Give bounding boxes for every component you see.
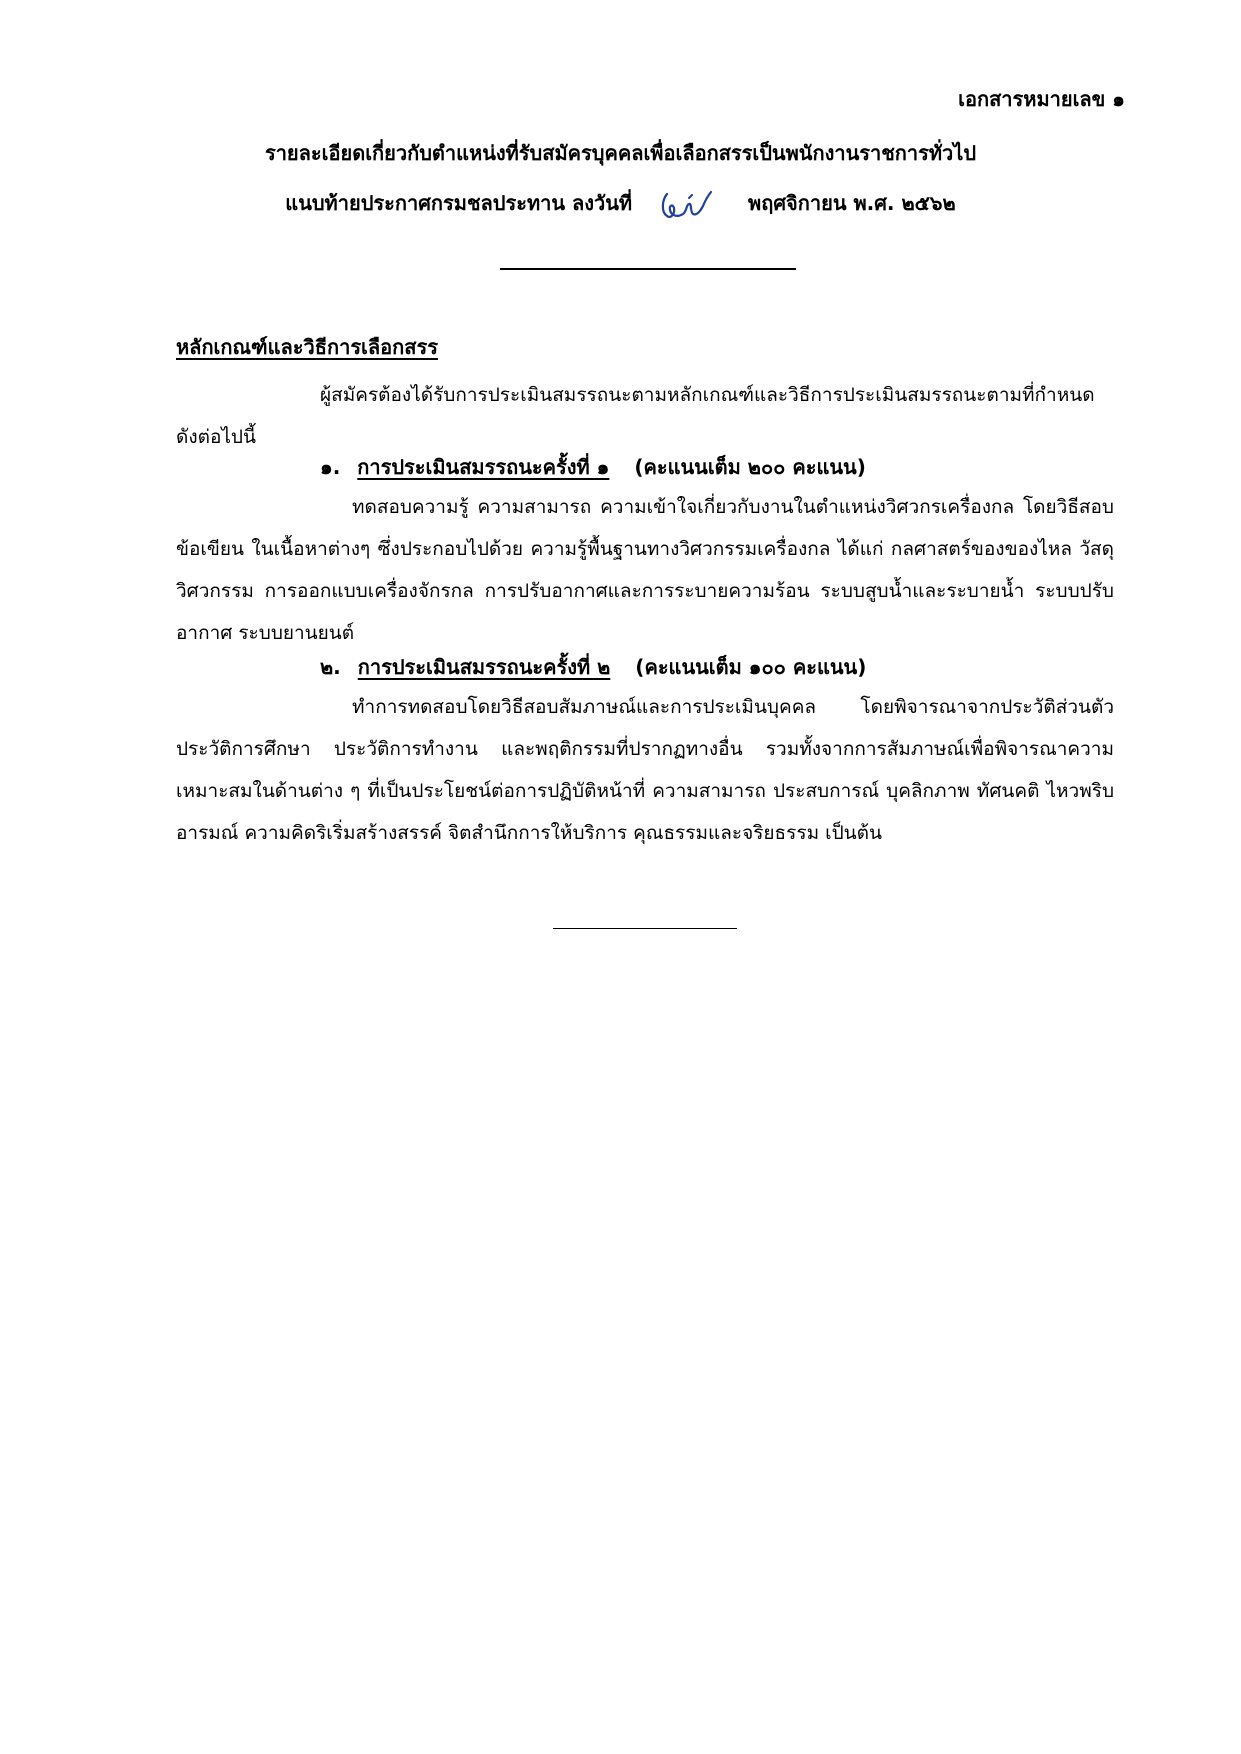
- criterion-2-title: การประเมินสมรรถนะครั้งที่ ๒: [357, 655, 611, 679]
- subtitle-suffix: พฤศจิกายน พ.ศ. ๒๕๖๒: [748, 191, 956, 215]
- criterion-2-body: ทำการทดสอบโดยวิธีสอบสัมภาษณ์และการประเมินบุคคล โดยพิจารณาจากประวัติส่วนตัว ประวัติการศึกษา ประวัติการทำงาน และพฤติกรรมที่ปรากฏทางอื่น รวมทั้งจากการสัมภาษณ์เพื่อพิจารณาความเหมาะสมในด้านต่าง ๆ ที่เป็นประโยชน์ต่อการปฏิบัติหน้าที่ ความสามารถ ประสบการณ์ บุคลิกภาพ ทัศนคติ ไหวพริบ อารมณ์ ความคิดริเริ่มสร้างสรรค์ จิตสำนึกการให้บริการ คุณธรรมและจริยธรรม เป็นต้น: [176, 696, 1114, 844]
- document-title: รายละเอียดเกี่ยวกับตำแหน่งที่รับสมัครบุคคลเพื่อเลือกสรรเป็นพนักงานราชการทั่วไป: [264, 141, 977, 165]
- criterion-2-heading: [320, 646, 866, 688]
- section-heading: หลักเกณฑ์และวิธีการเลือกสรร: [176, 335, 438, 359]
- document-subtitle: [0, 182, 1241, 224]
- criterion-1-score: (คะแนนเต็ม ๒๐๐ คะแนน): [634, 455, 866, 479]
- title-divider: [500, 268, 796, 270]
- criterion-2-score: (คะแนนเต็ม ๑๐๐ คะแนน): [635, 655, 867, 679]
- criterion-2-number: ๒.: [320, 655, 341, 679]
- criterion-1-heading: [320, 446, 866, 488]
- handwritten-date-signature: [659, 188, 715, 222]
- criterion-1-number: ๑.: [320, 455, 341, 479]
- criterion-1-body: ทดสอบความรู้ ความสามารถ ความเข้าใจเกี่ยวกับงานในตำแหน่งวิศวกรเครื่องกล โดยวิธีสอบข้อเขียน ในเนื้อหาต่างๆ ซึ่งประกอบไปด้วย ความรู้พื้นฐานทางวิศวกรรมเครื่องกล ได้แก่ กลศาสตร์ของของไหล วัสดุวิศวกรรม การออกแบบเครื่องจักรกล การปรับอากาศและการระบายความร้อน ระบบสูบน้ำและระบายน้ำ ระบบปรับอากาศ ระบบยานยนต์: [176, 496, 1114, 644]
- document-number: เอกสารหมายเลข ๑: [958, 87, 1125, 111]
- subtitle-prefix: แนบท้ายประกาศกรมชลประทาน ลงวันที่: [285, 191, 633, 215]
- intro-paragraph: ผู้สมัครต้องได้รับการประเมินสมรรถนะตามหลักเกณฑ์และวิธีการประเมินสมรรถนะตามที่กำหนดดังต่อไปนี้: [176, 384, 1095, 448]
- end-divider: [553, 928, 737, 929]
- criterion-1-title: การประเมินสมรรถนะครั้งที่ ๑: [357, 455, 610, 479]
